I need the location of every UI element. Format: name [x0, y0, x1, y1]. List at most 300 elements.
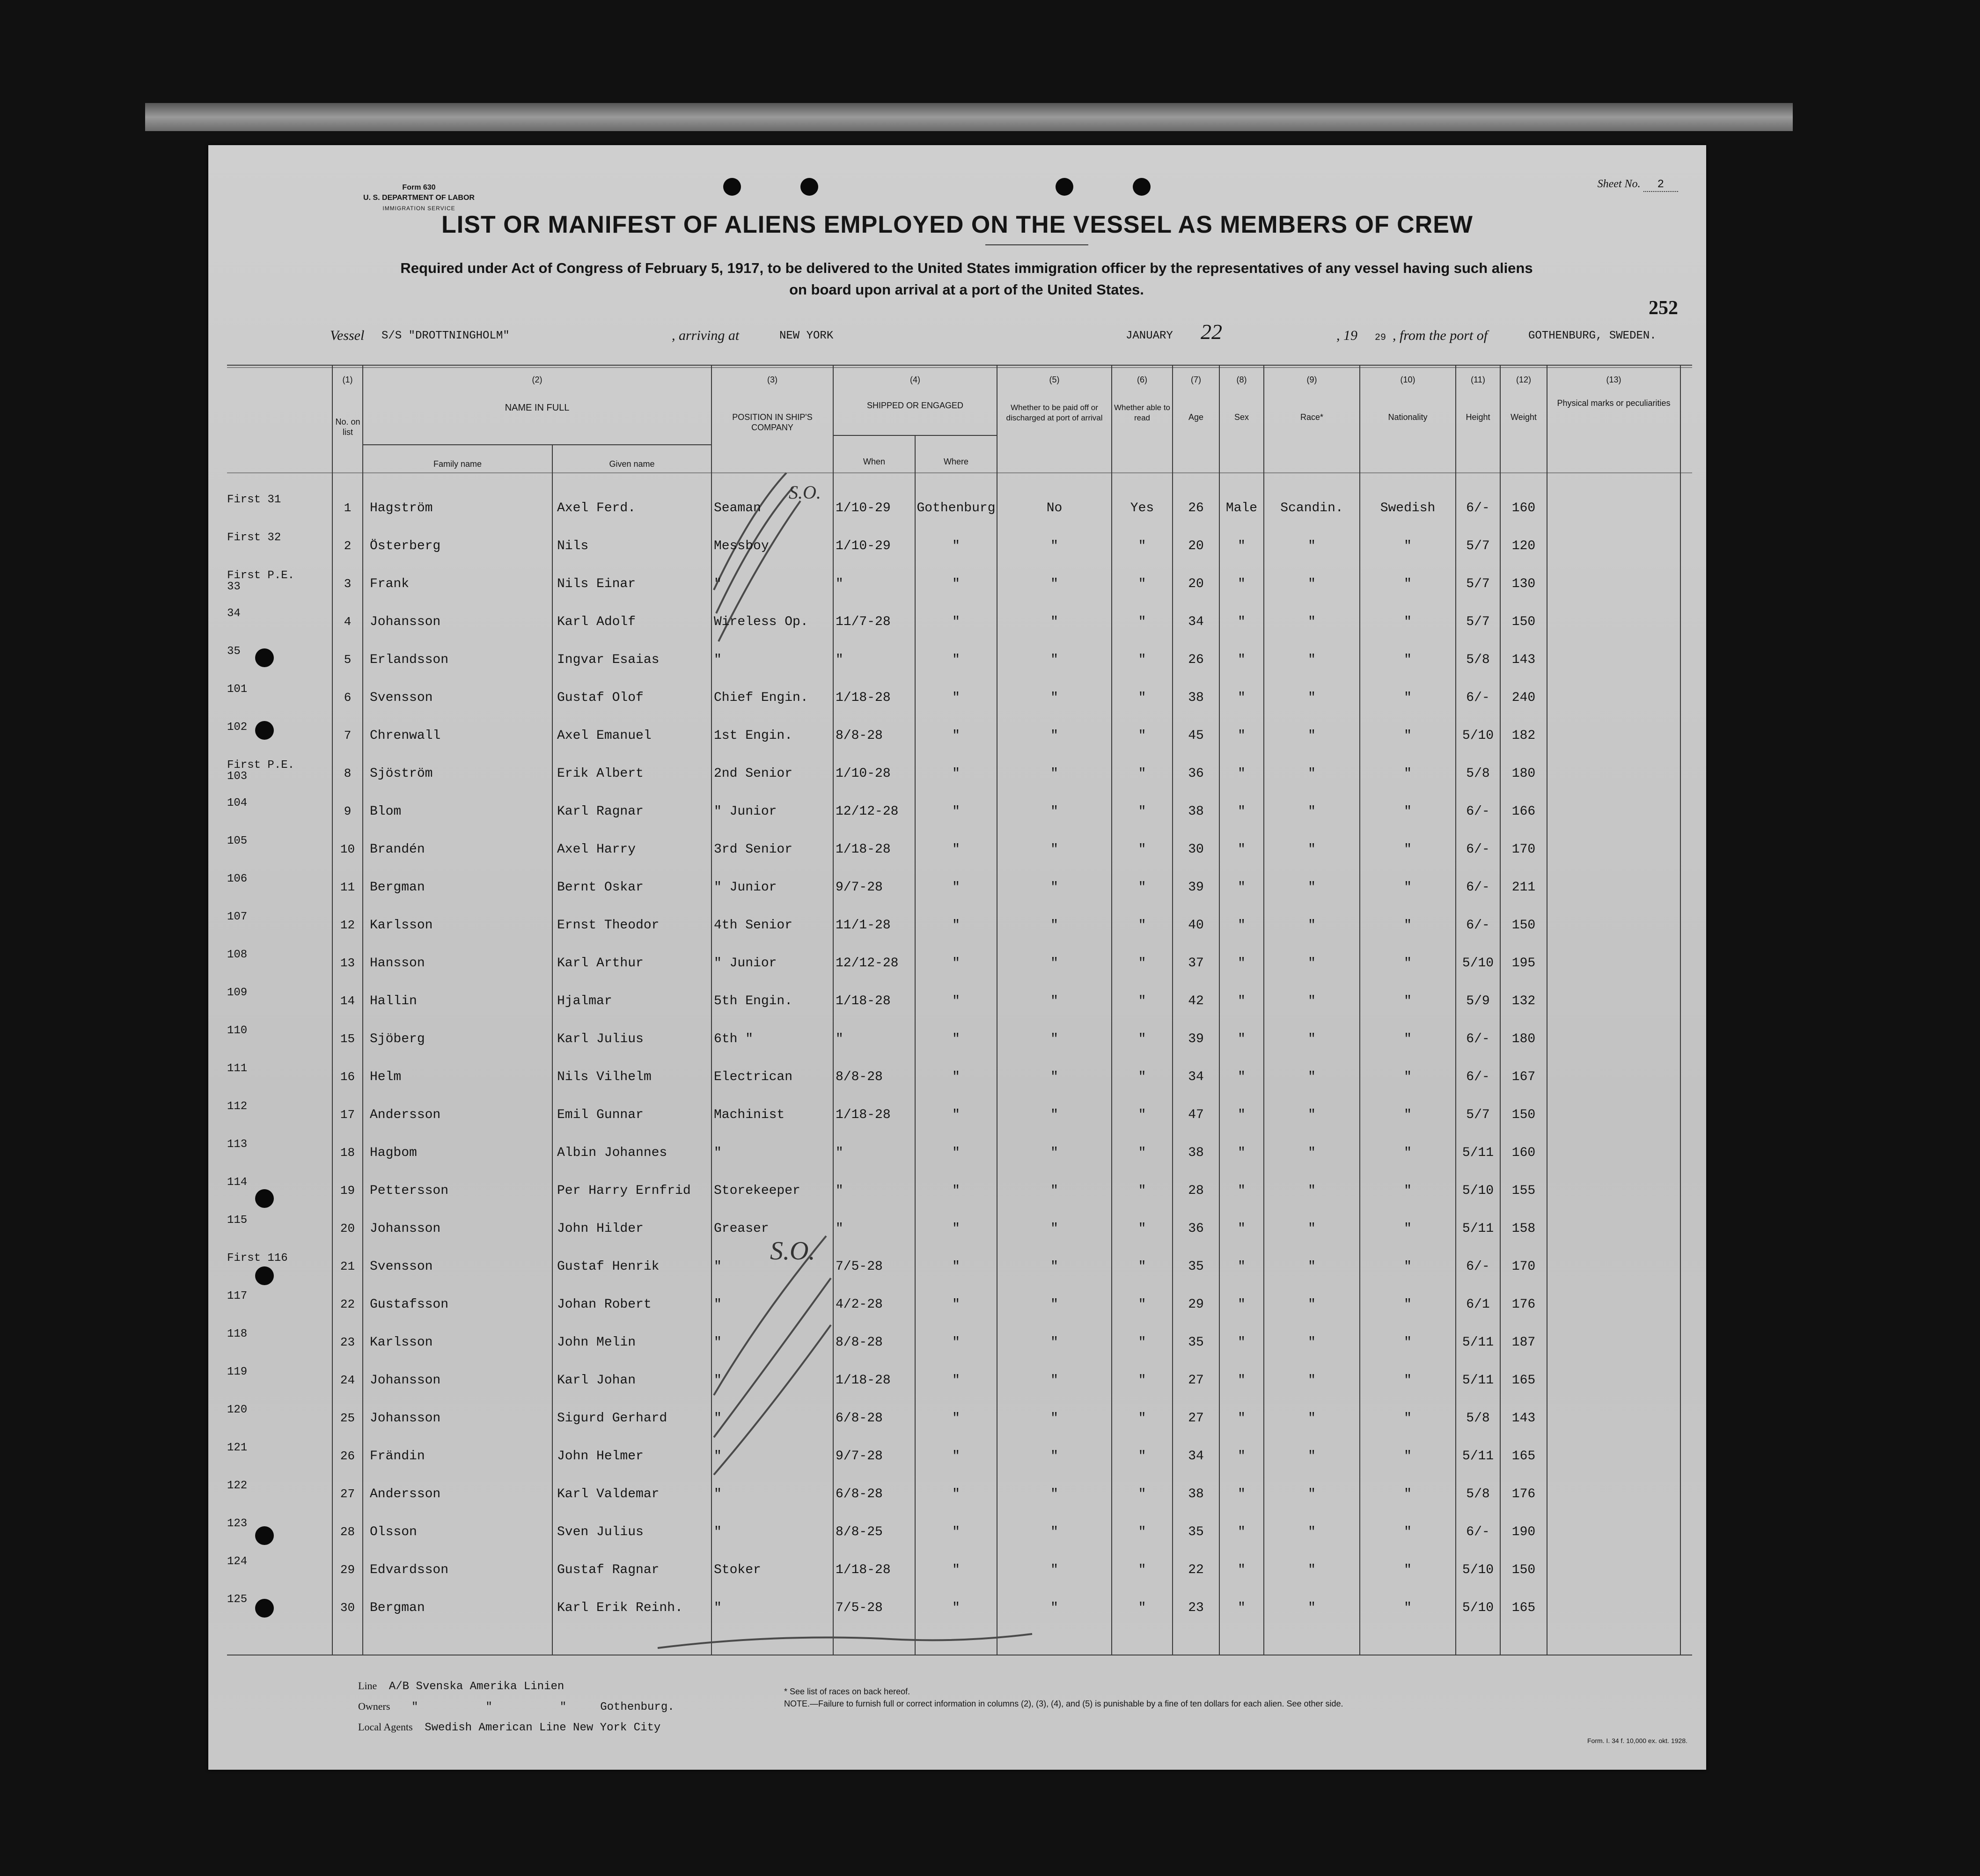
position-cell: Stoker: [714, 1563, 761, 1577]
col-nationality: Nationality: [1388, 412, 1428, 422]
col-4-number: (4): [910, 375, 920, 384]
family-name-cell: Frändin: [370, 1449, 425, 1464]
nationality-cell: ": [1404, 842, 1412, 857]
sex-cell: ": [1238, 994, 1246, 1008]
page-number: 252: [1649, 297, 1678, 319]
subtitle-line-2: on board upon arrival at a port of the United States.: [789, 281, 1144, 298]
shipped-when-cell: 1/10-28: [836, 766, 891, 781]
shipped-where-cell: ": [952, 842, 960, 857]
family-name-cell: Hagbom: [370, 1146, 417, 1160]
age-cell: 38: [1188, 804, 1204, 819]
form-header: [321, 183, 517, 213]
age-cell: 26: [1188, 501, 1204, 515]
shipped-where-cell: ": [952, 1070, 960, 1084]
height-cell: 6/-: [1466, 918, 1490, 933]
race-cell: ": [1308, 1259, 1316, 1274]
paid-off-cell: ": [1050, 1601, 1058, 1615]
shipped-when-cell: 11/1-28: [836, 918, 891, 933]
from-label: , from the port of: [1393, 328, 1488, 343]
family-name-cell: Johansson: [370, 1411, 441, 1426]
age-cell: 34: [1188, 1070, 1204, 1084]
page-subtitle: [349, 257, 1584, 301]
sex-cell: ": [1238, 1108, 1246, 1122]
position-cell: ": [714, 1525, 722, 1539]
subtitle-line-1: Required under Act of Congress of February 5, 1917, to be delivered to the United States immigration officer by the representatives of any vessel having such aliens: [400, 260, 1533, 276]
position-cell: Wireless Op.: [714, 615, 808, 629]
family-name-cell: Hansson: [370, 956, 425, 971]
shipped-when-cell: 12/12-28: [836, 804, 899, 819]
sex-cell: ": [1238, 653, 1246, 667]
given-name-cell: Sigurd Gerhard: [557, 1411, 667, 1426]
from-port: GOTHENBURG, SWEDEN.: [1528, 330, 1657, 342]
shipped-when-cell: 9/7-28: [836, 880, 883, 895]
shipped-where-cell: ": [952, 1297, 960, 1312]
nationality-cell: ": [1404, 880, 1412, 895]
position-cell: ": [714, 1335, 722, 1350]
able-read-cell: ": [1138, 1335, 1146, 1350]
punch-hole: [1056, 178, 1073, 196]
able-read-cell: ": [1138, 691, 1146, 705]
position-cell: " Junior: [714, 804, 777, 819]
age-cell: 35: [1188, 1259, 1204, 1274]
age-cell: 37: [1188, 956, 1204, 971]
row-number: 5: [344, 653, 352, 667]
row-margin-note: First P.E. 103: [227, 759, 295, 783]
weight-cell: 211: [1511, 880, 1536, 895]
paid-off-cell: ": [1050, 1335, 1058, 1350]
weight-cell: 143: [1511, 653, 1536, 667]
position-cell: ": [714, 1297, 722, 1312]
shipped-when-cell: 8/8-25: [836, 1525, 883, 1539]
shipped-when-cell: 4/2-28: [836, 1297, 883, 1312]
able-read-cell: ": [1138, 1032, 1146, 1046]
paid-off-cell: ": [1050, 1563, 1058, 1577]
row-margin-note: 113: [227, 1138, 248, 1151]
given-name-cell: Johan Robert: [557, 1297, 652, 1312]
given-name-cell: Gustaf Olof: [557, 691, 644, 705]
agents-value: Swedish American Line New York City: [425, 1722, 661, 1734]
nationality-cell: ": [1404, 1070, 1412, 1084]
nationality-cell: ": [1404, 1563, 1412, 1577]
height-cell: 6/-: [1466, 1259, 1490, 1274]
shipped-where-cell: ": [952, 766, 960, 781]
able-read-cell: ": [1138, 1563, 1146, 1577]
race-cell: ": [1308, 1601, 1316, 1615]
row-margin-note: 117: [227, 1290, 248, 1302]
weight-cell: 120: [1511, 539, 1536, 553]
shipped-when-cell: 8/8-28: [836, 1335, 883, 1350]
punch-hole: [723, 178, 741, 196]
nationality-cell: ": [1404, 918, 1412, 933]
height-cell: 5/8: [1466, 1411, 1490, 1426]
row-number: 1: [344, 501, 352, 515]
sex-cell: ": [1238, 1297, 1246, 1312]
given-name-cell: Karl Ragnar: [557, 804, 644, 819]
nationality-cell: ": [1404, 804, 1412, 819]
race-cell: ": [1308, 1184, 1316, 1198]
agents-label: Local Agents: [358, 1721, 413, 1733]
row-number: 11: [340, 880, 355, 894]
shipped-when-cell: 9/7-28: [836, 1449, 883, 1464]
race-cell: ": [1308, 1335, 1316, 1350]
position-cell: 4th Senior: [714, 918, 793, 933]
paid-off-cell: ": [1050, 1449, 1058, 1464]
family-name-cell: Andersson: [370, 1108, 441, 1122]
paid-off-cell: ": [1050, 1259, 1058, 1274]
row-margin-note: 111: [227, 1062, 248, 1075]
col-weight: Weight: [1511, 412, 1537, 422]
age-cell: 22: [1188, 1563, 1204, 1577]
shipped-where-cell: ": [952, 1411, 960, 1426]
able-read-cell: ": [1138, 880, 1146, 895]
family-name-cell: Erlandsson: [370, 653, 449, 667]
nationality-cell: ": [1404, 1525, 1412, 1539]
paid-off-cell: No: [1046, 501, 1063, 515]
family-name-cell: Andersson: [370, 1487, 441, 1501]
row-number: 7: [344, 728, 352, 743]
paid-off-cell: ": [1050, 804, 1058, 819]
nationality-cell: ": [1404, 1335, 1412, 1350]
shipped-when-cell: 7/5-28: [836, 1259, 883, 1274]
paid-off-cell: ": [1050, 1487, 1058, 1501]
col-race: Race*: [1300, 412, 1324, 422]
col-age: Age: [1188, 412, 1204, 422]
age-cell: 27: [1188, 1411, 1204, 1426]
height-cell: 5/10: [1462, 1563, 1494, 1577]
given-name-cell: Erik Albert: [557, 766, 644, 781]
col-6-number: (6): [1137, 375, 1147, 384]
shipped-when-cell: 12/12-28: [836, 956, 899, 971]
arriving-label: , arriving at: [672, 328, 740, 343]
nationality-cell: ": [1404, 577, 1412, 591]
row-number: 27: [340, 1487, 355, 1501]
row-number: 13: [340, 956, 355, 970]
nationality-cell: ": [1404, 653, 1412, 667]
age-cell: 47: [1188, 1108, 1204, 1122]
row-margin-note: 124: [227, 1555, 248, 1568]
weight-cell: 176: [1511, 1487, 1536, 1501]
row-margin-note: 104: [227, 797, 248, 809]
shipped-when-cell: 11/7-28: [836, 615, 891, 629]
family-name-cell: Svensson: [370, 691, 433, 705]
row-margin-note: 118: [227, 1328, 248, 1340]
weight-cell: 182: [1511, 728, 1536, 743]
able-read-cell: ": [1138, 1449, 1146, 1464]
department: U. S. DEPARTMENT OF LABOR: [363, 194, 475, 202]
paid-off-cell: ": [1050, 994, 1058, 1008]
paid-off-cell: ": [1050, 1525, 1058, 1539]
race-cell: ": [1308, 1373, 1316, 1388]
races-note: * See list of races on back hereof.: [784, 1687, 910, 1696]
sex-cell: ": [1238, 1411, 1246, 1426]
age-cell: 38: [1188, 1487, 1204, 1501]
col-13-number: (13): [1606, 375, 1621, 384]
form-print-number: Form. I. 34 f. 10,000 ex. okt. 1928.: [1587, 1737, 1687, 1744]
weight-cell: 150: [1511, 1108, 1536, 1122]
able-read-cell: ": [1138, 728, 1146, 743]
paid-off-cell: ": [1050, 1297, 1058, 1312]
height-cell: 6/-: [1466, 501, 1490, 515]
able-read-cell: ": [1138, 1373, 1146, 1388]
col-when: When: [863, 457, 886, 466]
row-number: 4: [344, 615, 352, 629]
form-number: Form 630: [402, 184, 436, 191]
weight-cell: 187: [1511, 1335, 1536, 1350]
able-read-cell: ": [1138, 653, 1146, 667]
row-margin-note: 107: [227, 911, 248, 923]
race-cell: ": [1308, 1487, 1316, 1501]
age-cell: 28: [1188, 1184, 1204, 1198]
family-name-cell: Pettersson: [370, 1184, 449, 1198]
height-cell: 6/-: [1466, 842, 1490, 857]
race-cell: ": [1308, 842, 1316, 857]
row-number: 25: [340, 1411, 355, 1425]
race-cell: ": [1308, 1411, 1316, 1426]
given-name-cell: Ernst Theodor: [557, 918, 660, 933]
age-cell: 20: [1188, 539, 1204, 553]
weight-cell: 240: [1511, 691, 1536, 705]
nationality-cell: ": [1404, 691, 1412, 705]
row-number: 28: [340, 1525, 355, 1539]
row-number: 21: [340, 1259, 355, 1273]
height-cell: 5/11: [1462, 1449, 1494, 1464]
nationality-cell: Swedish: [1380, 501, 1436, 515]
shipped-where-cell: ": [952, 691, 960, 705]
shipped-when-cell: ": [836, 577, 843, 591]
family-name-cell: Bergman: [370, 880, 425, 895]
paid-off-cell: ": [1050, 918, 1058, 933]
family-name-cell: Blom: [370, 804, 402, 819]
row-number: 19: [340, 1184, 355, 1198]
given-name-cell: Bernt Oskar: [557, 880, 644, 895]
nationality-cell: ": [1404, 539, 1412, 553]
weight-cell: 158: [1511, 1221, 1536, 1236]
nationality-cell: ": [1404, 766, 1412, 781]
nationality-cell: ": [1404, 728, 1412, 743]
paid-off-cell: ": [1050, 766, 1058, 781]
shipped-where-cell: ": [952, 1221, 960, 1236]
nationality-cell: ": [1404, 956, 1412, 971]
footer-notes: [784, 1685, 1664, 1710]
sex-cell: ": [1238, 918, 1246, 933]
race-cell: ": [1308, 1070, 1316, 1084]
col-name-in-full: NAME IN FULL: [505, 403, 570, 413]
row-number: 10: [340, 842, 355, 856]
race-cell: Scandin.: [1280, 501, 1343, 515]
shipped-where-cell: ": [952, 728, 960, 743]
shipped-when-cell: 1/18-28: [836, 1108, 891, 1122]
able-read-cell: ": [1138, 842, 1146, 857]
agents-row: [358, 1717, 675, 1738]
given-name-cell: Axel Harry: [557, 842, 636, 857]
nationality-cell: ": [1404, 1449, 1412, 1464]
sex-cell: ": [1238, 1525, 1246, 1539]
row-number: 26: [340, 1449, 355, 1463]
age-cell: 40: [1188, 918, 1204, 933]
race-cell: ": [1308, 1297, 1316, 1312]
race-cell: ": [1308, 1563, 1316, 1577]
paid-off-cell: ": [1050, 1108, 1058, 1122]
shipped-where-cell: ": [952, 1563, 960, 1577]
weight-cell: 130: [1511, 577, 1536, 591]
sheet-value: 2: [1643, 178, 1678, 192]
col-1-number: (1): [342, 375, 353, 384]
given-name-cell: Gustaf Ragnar: [557, 1563, 660, 1577]
given-name-cell: John Helmer: [557, 1449, 644, 1464]
shipped-when-cell: 7/5-28: [836, 1601, 883, 1615]
shipped-when-cell: ": [836, 1146, 843, 1160]
age-cell: 36: [1188, 1221, 1204, 1236]
nationality-cell: ": [1404, 1411, 1412, 1426]
able-read-cell: ": [1138, 1601, 1146, 1615]
weight-cell: 160: [1511, 501, 1536, 515]
given-name-cell: John Hilder: [557, 1221, 644, 1236]
row-margin-note: First 32: [227, 531, 281, 544]
row-margin-note: 123: [227, 1517, 248, 1530]
paid-off-cell: ": [1050, 728, 1058, 743]
punch-hole: [1133, 178, 1151, 196]
family-name-cell: Bergman: [370, 1601, 425, 1615]
race-cell: ": [1308, 577, 1316, 591]
able-read-cell: ": [1138, 804, 1146, 819]
arrival-day: 22: [1201, 320, 1222, 344]
row-margin-note: 121: [227, 1442, 248, 1454]
row-number: 3: [344, 577, 352, 591]
shipped-where-cell: ": [952, 918, 960, 933]
weight-cell: 166: [1511, 804, 1536, 819]
height-cell: 5/8: [1466, 653, 1490, 667]
sheet-number: [1598, 178, 1678, 191]
given-name-cell: Karl Valdemar: [557, 1487, 660, 1501]
position-cell: 6th ": [714, 1032, 754, 1046]
family-name-cell: Sjöberg: [370, 1032, 425, 1046]
able-read-cell: ": [1138, 615, 1146, 629]
able-read-cell: ": [1138, 956, 1146, 971]
row-number: 6: [344, 691, 352, 705]
race-cell: ": [1308, 804, 1316, 819]
able-read-cell: ": [1138, 577, 1146, 591]
given-name-cell: Per Harry Ernfrid: [557, 1184, 691, 1198]
family-name-cell: Hagström: [370, 501, 433, 515]
nationality-cell: ": [1404, 1259, 1412, 1274]
race-cell: ": [1308, 880, 1316, 895]
sex-cell: ": [1238, 1601, 1246, 1615]
row-number: 2: [344, 539, 352, 553]
row-margin-note: 119: [227, 1366, 248, 1378]
weight-cell: 150: [1511, 918, 1536, 933]
vessel-label: Vessel: [330, 328, 365, 343]
shipped-where-cell: ": [952, 994, 960, 1008]
paid-off-cell: ": [1050, 842, 1058, 857]
paid-off-cell: ": [1050, 577, 1058, 591]
nationality-cell: ": [1404, 1032, 1412, 1046]
initials-annotation: S.O.: [789, 482, 821, 503]
height-cell: 5/7: [1466, 615, 1490, 629]
able-read-cell: ": [1138, 1070, 1146, 1084]
age-cell: 42: [1188, 994, 1204, 1008]
age-cell: 23: [1188, 1601, 1204, 1615]
height-cell: 5/10: [1462, 1601, 1494, 1615]
row-margin-note: 101: [227, 683, 248, 696]
position-cell: Chief Engin.: [714, 691, 808, 705]
height-cell: 5/9: [1466, 994, 1490, 1008]
height-cell: 5/10: [1462, 728, 1494, 743]
position-cell: ": [714, 653, 722, 667]
position-cell: " Junior: [714, 880, 777, 895]
row-margin-note: 115: [227, 1214, 248, 1227]
col-height: Height: [1466, 412, 1490, 422]
shipped-where-cell: ": [952, 653, 960, 667]
height-cell: 5/10: [1462, 956, 1494, 971]
col-7-number: (7): [1191, 375, 1201, 384]
race-cell: ": [1308, 691, 1316, 705]
shipped-where-cell: ": [952, 1373, 960, 1388]
family-name-cell: Gustafsson: [370, 1297, 449, 1312]
weight-cell: 165: [1511, 1449, 1536, 1464]
shipped-where-cell: ": [952, 539, 960, 553]
given-name-cell: Nils Einar: [557, 577, 636, 591]
punch-hole: [255, 1189, 274, 1208]
col-12-number: (12): [1516, 375, 1531, 384]
weight-cell: 160: [1511, 1146, 1536, 1160]
row-margin-note: First P.E. 33: [227, 569, 295, 593]
footer: [358, 1676, 675, 1738]
row-margin-note: 122: [227, 1479, 248, 1492]
owners-value: " " " Gothenburg.: [411, 1701, 675, 1714]
nationality-cell: ": [1404, 1146, 1412, 1160]
row-number: 20: [340, 1221, 355, 1236]
row-margin-note: 105: [227, 835, 248, 847]
race-cell: ": [1308, 539, 1316, 553]
arrival-year: 29: [1375, 332, 1386, 343]
row-number: 14: [340, 994, 355, 1008]
position-cell: ": [714, 1373, 722, 1388]
col-marks: Physical marks or peculiarities: [1557, 398, 1671, 408]
age-cell: 45: [1188, 728, 1204, 743]
family-name-cell: Johansson: [370, 1373, 441, 1388]
position-cell: Seaman: [714, 501, 761, 515]
shipped-when-cell: 8/8-28: [836, 1070, 883, 1084]
shipped-where-cell: ": [952, 615, 960, 629]
able-read-cell: ": [1138, 1108, 1146, 1122]
position-cell: ": [714, 1601, 722, 1615]
family-name-cell: Johansson: [370, 1221, 441, 1236]
sex-cell: ": [1238, 1259, 1246, 1274]
age-cell: 20: [1188, 577, 1204, 591]
row-margin-note: First 116: [227, 1252, 288, 1265]
race-cell: ": [1308, 766, 1316, 781]
col-2-number: (2): [532, 375, 543, 384]
height-cell: 5/8: [1466, 1487, 1490, 1501]
col-no-on-list: No. on list: [335, 417, 360, 437]
nationality-cell: ": [1404, 1108, 1412, 1122]
paid-off-cell: ": [1050, 1221, 1058, 1236]
shipped-where-cell: ": [952, 1601, 960, 1615]
race-cell: ": [1308, 1525, 1316, 1539]
sex-cell: ": [1238, 804, 1246, 819]
paid-off-cell: ": [1050, 880, 1058, 895]
col-position: POSITION IN SHIP'S COMPANY: [732, 412, 813, 432]
family-name-cell: Chrenwall: [370, 728, 441, 743]
sex-cell: ": [1238, 1146, 1246, 1160]
row-number: 15: [340, 1032, 355, 1046]
title-rule: [985, 244, 1088, 245]
family-name-cell: Österberg: [370, 539, 441, 553]
sex-cell: ": [1238, 728, 1246, 743]
height-cell: 6/-: [1466, 691, 1490, 705]
row-margin-note: 34: [227, 607, 241, 620]
row-number: 12: [340, 918, 355, 932]
